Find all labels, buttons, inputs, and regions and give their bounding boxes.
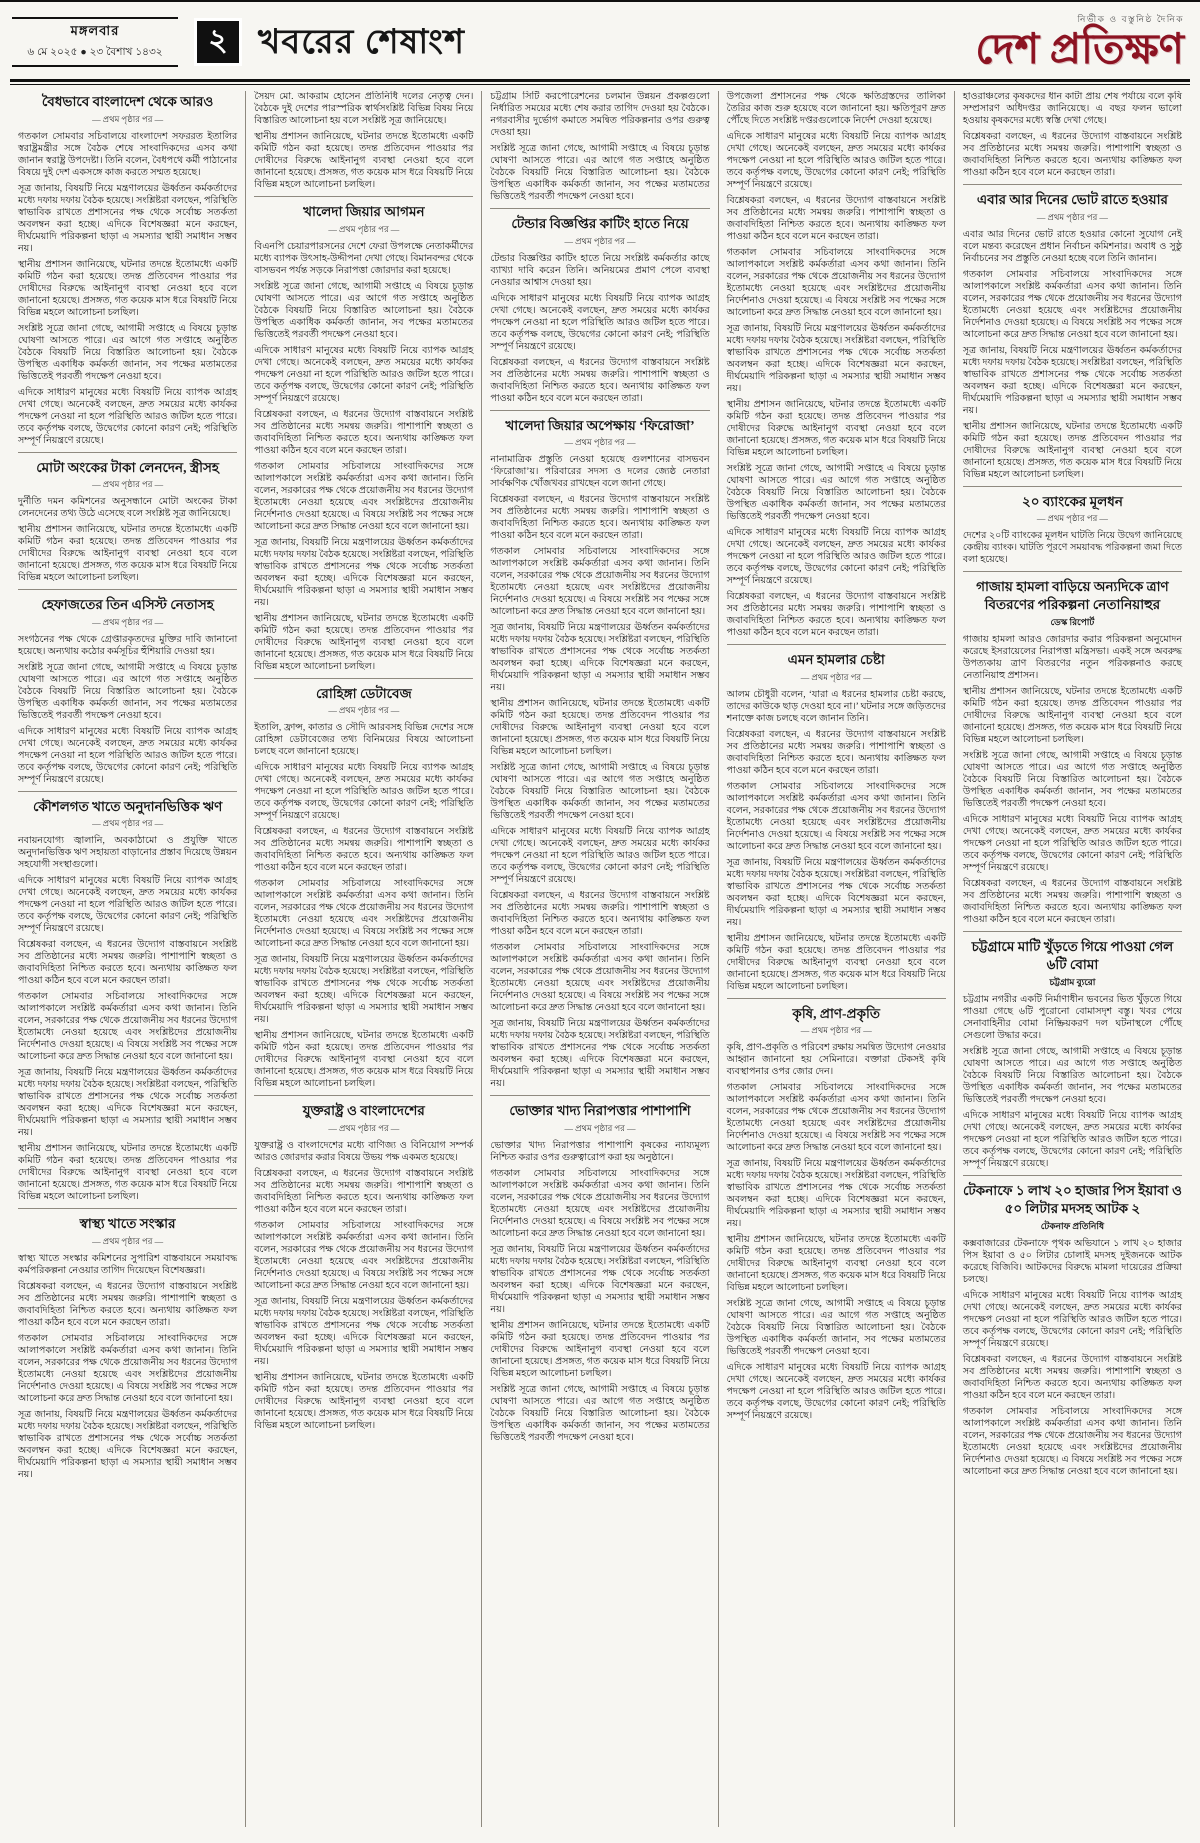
article <box>254 678 473 1091</box>
article-continued-label: — প্রথম পৃষ্ঠার পর — <box>490 436 709 450</box>
article-paragraph: আলম চৌধুরী বলেন, ‘যারা এ ধরনের হামলার চেষ্টা করছে, তাদের কাউকে ছাড় দেওয়া হবে না।’ ঘটনার সঙ্গে জড়িতদের শনাক্তে কাজ চলছে বলে জানান তিনি। <box>726 689 946 724</box>
article-paragraph: দুর্নীতি দমন কমিশনের অনুসন্ধানে মোটা অংকের টাকা লেনদেনের তথ্য উঠে এসেছে বলে সংশ্লিষ্ট সূত্র জানিয়েছে। <box>18 497 238 520</box>
article <box>18 93 237 447</box>
article-paragraph: সূত্র জানায়, বিষয়টি নিয়ে মন্ত্রণালয়ের ঊর্ধ্বতন কর্মকর্তাদের মধ্যে দফায় দফায় বৈঠক হয়েছে। সংশ্লিষ্টরা বলছেন, পরিস্থিতি স্বাভাবিক রাখতে প্রশাসনের পক্ষ থেকে সর্বোচ্চ সতর্কতা অবলম্বন করা হচ্ছে। এদিকে বিশেষজ্ঞরা মনে করছেন, দীর্ঘমেয়াদি পরিকল্পনা ছাড়া এ সমস্যার স্থায়ী সমাধান সম্ভব নয়। <box>18 1409 238 1480</box>
page-number-badge: ২ <box>194 18 242 66</box>
article-paragraph: ইতালি, ফ্রান্স, কাতার ও সৌদি আরবসহ বিভিন্ন দেশের সঙ্গে রোহিঙ্গা ডেটাবেজের তথ্য বিনিময়ের বিষয়ে আলোচনা চলছে বলে জানানো হয়েছে। <box>254 723 474 758</box>
article-title: এমন হামলার চেষ্টা <box>787 652 885 667</box>
article-paragraph: চট্টগ্রাম নগরীর একটি নির্মাণাধীন ভবনের ভিত খুঁড়তে গিয়ে পাওয়া গেছে ৬টি পুরোনো বোমাসদৃশ বস্তু। খবর পেয়ে সেনাবাহিনীর বোমা নিষ্ক্রিয়করণ দল ঘটনাস্থলে পৌঁছে সেগুলো উদ্ধার করে। <box>962 995 1183 1042</box>
page-date-box <box>12 17 178 67</box>
article-paragraph: সূত্র জানায়, বিষয়টি নিয়ে মন্ত্রণালয়ের ঊর্ধ্বতন কর্মকর্তাদের মধ্যে দফায় দফায় বৈঠক হয়েছে। সংশ্লিষ্টরা বলছেন, পরিস্থিতি স্বাভাবিক রাখতে প্রশাসনের পক্ষ থেকে সর্বোচ্চ সতর্কতা অবলম্বন করা হচ্ছে। এদিকে বিশেষজ্ঞরা মনে করছেন, দীর্ঘমেয়াদি পরিকল্পনা ছাড়া এ সমস্যার স্থায়ী সমাধান সম্ভব নয়। <box>962 345 1183 416</box>
article-continued-label: — প্রথম পৃষ্ঠার পর — <box>254 704 473 718</box>
page-header <box>10 8 1190 79</box>
article-paragraph: বিএনপি চেয়ারপারসনের দেশে ফেরা উপলক্ষে নেতাকর্মীদের মধ্যে ব্যাপক উৎসাহ-উদ্দীপনা দেখা গেছে। বিমানবন্দর থেকে বাসভবন পর্যন্ত সড়কে নিরাপত্তা জোরদার করা হয়েছে। <box>254 241 474 276</box>
article-byline: টেকনাফ প্রতিনিধি <box>1040 1221 1105 1232</box>
article <box>18 452 237 585</box>
article-continued-label: — প্রথম পৃষ্ঠার পর — <box>18 478 237 492</box>
date-label: ৬ মে ২০২৫ ● ২৩ বৈশাখ ১৪৩২ <box>27 45 163 58</box>
article-continued-label: — প্রথম পৃষ্ঠার পর — <box>490 235 709 249</box>
article-paragraph: এদিকে সাধারণ মানুষের মধ্যে বিষয়টি নিয়ে ব্যাপক আগ্রহ দেখা গেছে। অনেকেই বলছেন, দ্রুত সময়ের মধ্যে কার্যকর পদক্ষেপ নেওয়া না হলে পরিস্থিতি আরও জটিল হতে পারে। তবে কর্তৃপক্ষ বলছে, উদ্বেগের কোনো কারণ নেই; পরিস্থিতি সম্পূর্ণ নিয়ন্ত্রণে রয়েছে। <box>254 345 474 404</box>
article-paragraph: স্থানীয় প্রশাসন জানিয়েছে, ঘটনার তদন্তে ইতোমধ্যে একটি কমিটি গঠন করা হয়েছে। তদন্ত প্রতিবেদন পাওয়ার পর দোষীদের বিরুদ্ধে আইনানুগ ব্যবস্থা নেওয়া হবে বলে জানানো হয়েছে। প্রসঙ্গত, গত কয়েক মাস ধরে বিষয়টি নিয়ে বিভিন্ন মহলে আলোচনা চলছিল। <box>254 1372 474 1431</box>
article-title: ২০ ব্যাংকের মূলধন <box>1021 493 1123 509</box>
article <box>18 589 237 786</box>
article-paragraph: বিশ্লেষকরা বলছেন, এ ধরনের উদ্যোগ বাস্তবায়নে সংশ্লিষ্ট সব প্রতিষ্ঠানের মধ্যে সমন্বয় জরুরি। পাশাপাশি স্বচ্ছতা ও জবাবদিহিতা নিশ্চিত করতে হবে। অন্যথায় কাঙ্ক্ষিত ফল পাওয়া কঠিন হবে বলে মনে করছেন তারা। <box>726 196 946 242</box>
article-paragraph: উপজেলা প্রশাসনের পক্ষ থেকে ক্ষতিগ্রস্তদের তালিকা তৈরির কাজ শুরু হয়েছে বলে জানানো হয়। ক্ষতিপূরণ দ্রুত পৌঁছে দিতে সংশ্লিষ্ট দপ্তরগুলোকে নির্দেশ দেওয়া হয়েছে। <box>726 92 946 126</box>
article-continued-label: — প্রথম পৃষ্ঠার পর — <box>254 223 473 237</box>
article-paragraph: যুক্তরাষ্ট্র ও বাংলাদেশের মধ্যে বাণিজ্য ও বিনিয়োগ সম্পর্ক আরও জোরদার করার বিষয়ে উভয় পক্ষ একমত হয়েছে। <box>254 1140 474 1163</box>
article-paragraph: সংশ্লিষ্ট সূত্রে জানা গেছে, আগামী সপ্তাহে এ বিষয়ে চূড়ান্ত ঘোষণা আসতে পারে। এর আগে গত সপ্তাহে অনুষ্ঠিত বৈঠকে বিষয়টি নিয়ে বিস্তারিত আলোচনা হয়। বৈঠকে উপস্থিত একাধিক কর্মকর্তা জানান, সব পক্ষের মতামতের ভিত্তিতেই পরবর্তী পদক্ষেপ নেওয়া হবে। <box>490 144 710 202</box>
masthead <box>975 12 1188 71</box>
article-paragraph: গতকাল সোমবার সচিবালয়ে সাংবাদিকদের সঙ্গে আলাপকালে সংশ্লিষ্ট কর্মকর্তারা এসব কথা জানান। তিনি বলেন, সরকারের পক্ষ থেকে প্রয়োজনীয় সব ধরনের উদ্যোগ ইতোমধ্যে নেওয়া হয়েছে এবং সংশ্লিষ্টদের প্রয়োজনীয় নির্দেশনাও দেওয়া হয়েছে। এ বিষয়ে সংশ্লিষ্ট সব পক্ষের সঙ্গে আলোচনা করে দ্রুত সিদ্ধান্ত নেওয়া হবে বলে জানানো হয়। <box>962 1407 1183 1478</box>
article-paragraph: সূত্র জানায়, বিষয়টি নিয়ে মন্ত্রণালয়ের ঊর্ধ্বতন কর্মকর্তাদের মধ্যে দফায় দফায় বৈঠক হয়েছে। সংশ্লিষ্টরা বলছেন, পরিস্থিতি স্বাভাবিক রাখতে প্রশাসনের পক্ষ থেকে সর্বোচ্চ সতর্কতা অবলম্বন করা হচ্ছে। এদিকে বিশেষজ্ঞরা মনে করছেন, দীর্ঘমেয়াদি পরিকল্পনা ছাড়া এ সমস্যার স্থায়ী সমাধান সম্ভব নয়। <box>726 857 946 928</box>
article-paragraph: স্থানীয় প্রশাসন জানিয়েছে, ঘটনার তদন্তে ইতোমধ্যে একটি কমিটি গঠন করা হয়েছে। তদন্ত প্রতিবেদন পাওয়ার পর দোষীদের বিরুদ্ধে আইনানুগ ব্যবস্থা নেওয়া হবে বলে জানানো হয়েছে। প্রসঙ্গত, গত কয়েক মাস ধরে বিষয়টি নিয়ে বিভিন্ন মহলে আলোচনা চলছিল। <box>490 1320 710 1379</box>
article-paragraph: এদিকে সাধারণ মানুষের মধ্যে বিষয়টি নিয়ে ব্যাপক আগ্রহ দেখা গেছে। অনেকেই বলছেন, দ্রুত সময়ের মধ্যে কার্যকর পদক্ষেপ নেওয়া না হলে পরিস্থিতি আরও জটিল হতে পারে। তবে কর্তৃপক্ষ বলছে, উদ্বেগের কোনো কারণ নেই; পরিস্থিতি সম্পূর্ণ নিয়ন্ত্রণে রয়েছে। <box>726 1363 946 1422</box>
article-continued-label: — প্রথম পৃষ্ঠার পর — <box>963 211 1182 225</box>
article-paragraph: সংশ্লিষ্ট সূত্রে জানা গেছে, আগামী সপ্তাহে এ বিষয়ে চূড়ান্ত ঘোষণা আসতে পারে। এর আগে গত সপ্তাহে অনুষ্ঠিত বৈঠকে বিষয়টি নিয়ে বিস্তারিত আলোচনা হয়। বৈঠকে উপস্থিত একাধিক কর্মকর্তা জানান, সব পক্ষের মতামতের ভিত্তিতেই পরবর্তী পদক্ষেপ নেওয়া হবে। <box>726 464 946 522</box>
article-paragraph: সূত্র জানায়, বিষয়টি নিয়ে মন্ত্রণালয়ের ঊর্ধ্বতন কর্মকর্তাদের মধ্যে দফায় দফায় বৈঠক হয়েছে। সংশ্লিষ্টরা বলছেন, পরিস্থিতি স্বাভাবিক রাখতে প্রশাসনের পক্ষ থেকে সর্বোচ্চ সতর্কতা অবলম্বন করা হচ্ছে। এদিকে বিশেষজ্ঞরা মনে করছেন, দীর্ঘমেয়াদি পরিকল্পনা ছাড়া এ সমস্যার স্থায়ী সমাধান সম্ভব নয়। <box>490 623 710 694</box>
article-paragraph: সংশ্লিষ্ট সূত্রে জানা গেছে, আগামী সপ্তাহে এ বিষয়ে চূড়ান্ত ঘোষণা আসতে পারে। এর আগে গত সপ্তাহে অনুষ্ঠিত বৈঠকে বিষয়টি নিয়ে বিস্তারিত আলোচনা হয়। বৈঠকে উপস্থিত একাধিক কর্মকর্তা জানান, সব পক্ষের মতামতের ভিত্তিতেই পরবর্তী পদক্ষেপ নেওয়া হবে। <box>18 323 238 382</box>
article-paragraph: গতকাল সোমবার সচিবালয়ে সাংবাদিকদের সঙ্গে আলাপকালে সংশ্লিষ্ট কর্মকর্তারা এসব কথা জানান। তিনি বলেন, সরকারের পক্ষ থেকে প্রয়োজনীয় সব ধরনের উদ্যোগ ইতোমধ্যে নেওয়া হয়েছে এবং সংশ্লিষ্টদের প্রয়োজনীয় নির্দেশনাও দেওয়া হয়েছে। এ বিষয়ে সংশ্লিষ্ট সব পক্ষের সঙ্গে আলোচনা করে দ্রুত সিদ্ধান্ত নেওয়া হবে বলে জানানো হয়। <box>726 1083 946 1154</box>
article-paragraph: কৃষি, প্রাণ-প্রকৃতি ও পরিবেশ রক্ষায় সমন্বিত উদ্যোগ নেওয়ার আহ্বান জানানো হয় সেমিনারে। বক্তারা টেকসই কৃষি ব্যবস্থাপনার ওপর জোর দেন। <box>726 1043 946 1078</box>
article-paragraph: এদিকে সাধারণ মানুষের মধ্যে বিষয়টি নিয়ে ব্যাপক আগ্রহ দেখা গেছে। অনেকেই বলছেন, দ্রুত সময়ের মধ্যে কার্যকর পদক্ষেপ নেওয়া না হলে পরিস্থিতি আরও জটিল হতে পারে। তবে কর্তৃপক্ষ বলছে, উদ্বেগের কোনো কারণ নেই; পরিস্থিতি সম্পূর্ণ নিয়ন্ত্রণে রয়েছে। <box>962 815 1183 874</box>
article-continued-label: — প্রথম পৃষ্ঠার পর — <box>490 1122 709 1136</box>
page-section-title: খবরের শেষাংশ <box>258 22 466 61</box>
article-paragraph: স্থানীয় প্রশাসন জানিয়েছে, ঘটনার তদন্তে ইতোমধ্যে একটি কমিটি গঠন করা হয়েছে। তদন্ত প্রতিবেদন পাওয়ার পর দোষীদের বিরুদ্ধে আইনানুগ ব্যবস্থা নেওয়া হবে বলে জানানো হয়েছে। প্রসঙ্গত, গত কয়েক মাস ধরে বিষয়টি নিয়ে বিভিন্ন মহলে আলোচনা চলছিল। <box>490 699 710 758</box>
article-paragraph: সংশ্লিষ্ট সূত্রে জানা গেছে, আগামী সপ্তাহে এ বিষয়ে চূড়ান্ত ঘোষণা আসতে পারে। এর আগে গত সপ্তাহে অনুষ্ঠিত বৈঠকে বিষয়টি নিয়ে বিস্তারিত আলোচনা হয়। বৈঠকে উপস্থিত একাধিক কর্মকর্তা জানান, সব পক্ষের মতামতের ভিত্তিতেই পরবর্তী পদক্ষেপ নেওয়া হবে। <box>490 1384 710 1443</box>
masthead-tagline: নির্ভীক ও বস্তুনিষ্ঠ দৈনিক <box>1077 14 1184 24</box>
article-paragraph: সংশ্লিষ্ট সূত্রে জানা গেছে, আগামী সপ্তাহে এ বিষয়ে চূড়ান্ত ঘোষণা আসতে পারে। এর আগে গত সপ্তাহে অনুষ্ঠিত বৈঠকে বিষয়টি নিয়ে বিস্তারিত আলোচনা হয়। বৈঠকে উপস্থিত একাধিক কর্মকর্তা জানান, সব পক্ষের মতামতের ভিত্তিতেই পরবর্তী পদক্ষেপ নেওয়া হবে। <box>962 751 1183 810</box>
article-paragraph: এদিকে সাধারণ মানুষের মধ্যে বিষয়টি নিয়ে ব্যাপক আগ্রহ দেখা গেছে। অনেকেই বলছেন, দ্রুত সময়ের মধ্যে কার্যকর পদক্ষেপ নেওয়া না হলে পরিস্থিতি আরও জটিল হতে পারে। তবে কর্তৃপক্ষ বলছে, উদ্বেগের কোনো কারণ নেই; পরিস্থিতি সম্পূর্ণ নিয়ন্ত্রণে রয়েছে। <box>254 763 474 822</box>
article-paragraph: স্থানীয় প্রশাসন জানিয়েছে, ঘটনার তদন্তে ইতোমধ্যে একটি কমিটি গঠন করা হয়েছে। তদন্ত প্রতিবেদন পাওয়ার পর দোষীদের বিরুদ্ধে আইনানুগ ব্যবস্থা নেওয়া হবে বলে জানানো হয়েছে। প্রসঙ্গত, গত কয়েক মাস ধরে বিষয়টি নিয়ে বিভিন্ন মহলে আলোচনা চলছিল। <box>726 933 946 992</box>
article-paragraph: বিশ্লেষকরা বলছেন, এ ধরনের উদ্যোগ বাস্তবায়নে সংশ্লিষ্ট সব প্রতিষ্ঠানের মধ্যে সমন্বয় জরুরি। পাশাপাশি স্বচ্ছতা ও জবাবদিহিতা নিশ্চিত করতে হবে। অন্যথায় কাঙ্ক্ষিত ফল পাওয়া কঠিন হবে বলে মনে করছেন তারা। <box>962 879 1183 926</box>
article-paragraph: গতকাল সোমবার সচিবালয়ে সাংবাদিকদের সঙ্গে আলাপকালে সংশ্লিষ্ট কর্মকর্তারা এসব কথা জানান। তিনি বলেন, সরকারের পক্ষ থেকে প্রয়োজনীয় সব ধরনের উদ্যোগ ইতোমধ্যে নেওয়া হয়েছে এবং সংশ্লিষ্টদের প্রয়োজনীয় নির্দেশনাও দেওয়া হয়েছে। এ বিষয়ে সংশ্লিষ্ট সব পক্ষের সঙ্গে আলোচনা করে দ্রুত সিদ্ধান্ত নেওয়া হবে বলে জানানো হয়। <box>18 992 238 1063</box>
article-title: কৌশলগত খাতে অনুদানভিত্তিক ঋণ <box>32 798 223 814</box>
article-title: চট্টগ্রামে মাটি খুঁড়তে গিয়ে পাওয়া গেল ৬টি বোমা <box>971 939 1174 972</box>
article-title: হেফাজতের তিন এসিস্ট নেতাসহ <box>41 597 214 613</box>
article-paragraph: গতকাল সোমবার সচিবালয়ে সাংবাদিকদের সঙ্গে আলাপকালে সংশ্লিষ্ট কর্মকর্তারা এসব কথা জানান। তিনি বলেন, সরকারের পক্ষ থেকে প্রয়োজনীয় সব ধরনের উদ্যোগ ইতোমধ্যে নেওয়া হয়েছে এবং সংশ্লিষ্টদের প্রয়োজনীয় নির্দেশনাও দেওয়া হয়েছে। এ বিষয়ে সংশ্লিষ্ট সব পক্ষের সঙ্গে আলোচনা করে দ্রুত সিদ্ধান্ত নেওয়া হবে বলে জানানো হয়। <box>490 943 710 1014</box>
article-title: বৈধভাবে বাংলাদেশ থেকে আরও <box>41 94 214 109</box>
article-continued-label: — প্রথম পৃষ্ঠার পর — <box>727 671 946 685</box>
article-paragraph: বিশ্লেষকরা বলছেন, এ ধরনের উদ্যোগ বাস্তবায়নে সংশ্লিষ্ট সব প্রতিষ্ঠানের মধ্যে সমন্বয় জরুরি। পাশাপাশি স্বচ্ছতা ও জবাবদিহিতা নিশ্চিত করতে হবে। অন্যথায় কাঙ্ক্ষিত ফল পাওয়া কঠিন হবে বলে মনে করছেন তারা। <box>490 495 710 542</box>
article-paragraph: সংশ্লিষ্ট সূত্রে জানা গেছে, আগামী সপ্তাহে এ বিষয়ে চূড়ান্ত ঘোষণা আসতে পারে। এর আগে গত সপ্তাহে অনুষ্ঠিত বৈঠকে বিষয়টি নিয়ে বিস্তারিত আলোচনা হয়। বৈঠকে উপস্থিত একাধিক কর্মকর্তা জানান, সব পক্ষের মতামতের ভিত্তিতেই পরবর্তী পদক্ষেপ নেওয়া হবে। <box>962 1047 1183 1106</box>
header-rule <box>10 79 1190 82</box>
article-paragraph: গতকাল সোমবার সচিবালয়ে সাংবাদিকদের সঙ্গে আলাপকালে সংশ্লিষ্ট কর্মকর্তারা এসব কথা জানান। তিনি বলেন, সরকারের পক্ষ থেকে প্রয়োজনীয় সব ধরনের উদ্যোগ ইতোমধ্যে নেওয়া হয়েছে এবং সংশ্লিষ্টদের প্রয়োজনীয় নির্দেশনাও দেওয়া হয়েছে। এ বিষয়ে সংশ্লিষ্ট সব পক্ষের সঙ্গে আলোচনা করে দ্রুত সিদ্ধান্ত নেওয়া হবে বলে জানানো হয়। <box>254 1220 474 1291</box>
article-title: স্বাস্থ্য খাতে সংস্কার <box>79 1216 176 1232</box>
article-paragraph: নবায়নযোগ্য জ্বালানি, অবকাঠামো ও প্রযুক্তি খাতে অনুদানভিত্তিক ঋণ সহায়তা বাড়ানোর প্রস্তাব দিয়েছে উন্নয়ন সহযোগী সংস্থাগুলো। <box>18 836 238 871</box>
article-paragraph: গতকাল সোমবার সচিবালয়ে সাংবাদিকদের সঙ্গে আলাপকালে সংশ্লিষ্ট কর্মকর্তারা এসব কথা জানান। তিনি বলেন, সরকারের পক্ষ থেকে প্রয়োজনীয় সব ধরনের উদ্যোগ ইতোমধ্যে নেওয়া হয়েছে এবং সংশ্লিষ্টদের প্রয়োজনীয় নির্দেশনাও দেওয়া হয়েছে। এ বিষয়ে সংশ্লিষ্ট সব পক্ষের সঙ্গে আলোচনা করে দ্রুত সিদ্ধান্ত নেওয়া হবে বলে জানানো হয়। <box>962 269 1183 340</box>
article-paragraph: সূত্র জানায়, বিষয়টি নিয়ে মন্ত্রণালয়ের ঊর্ধ্বতন কর্মকর্তাদের মধ্যে দফায় দফায় বৈঠক হয়েছে। সংশ্লিষ্টরা বলছেন, পরিস্থিতি স্বাভাবিক রাখতে প্রশাসনের পক্ষ থেকে সর্বোচ্চ সতর্কতা অবলম্বন করা হচ্ছে। এদিকে বিশেষজ্ঞরা মনে করছেন, দীর্ঘমেয়াদি পরিকল্পনা ছাড়া এ সমস্যার স্থায়ী সমাধান সম্ভব নয়। <box>490 1019 710 1090</box>
article-byline: চট্টগ্রাম ব্যুরো <box>1049 977 1096 988</box>
article-paragraph: স্থানীয় প্রশাসন জানিয়েছে, ঘটনার তদন্তে ইতোমধ্যে একটি কমিটি গঠন করা হয়েছে। তদন্ত প্রতিবেদন পাওয়ার পর দোষীদের বিরুদ্ধে আইনানুগ ব্যবস্থা নেওয়া হবে বলে জানানো হয়েছে। প্রসঙ্গত, গত কয়েক মাস ধরে বিষয়টি নিয়ে বিভিন্ন মহলে আলোচনা চলছিল। <box>254 613 474 672</box>
article <box>18 791 237 1204</box>
article-paragraph: কক্সবাজারের টেকনাফে পৃথক অভিযানে ১ লাখ ২০ হাজার পিস ইয়াবা ও ৫০ লিটার চোলাই মদসহ দুইজনকে আটক করেছে বিজিবি। আটকদের বিরুদ্ধে মামলা দায়েরের প্রক্রিয়া চলছে। <box>962 1239 1183 1286</box>
article-paragraph: এদিকে সাধারণ মানুষের মধ্যে বিষয়টি নিয়ে ব্যাপক আগ্রহ দেখা গেছে। অনেকেই বলছেন, দ্রুত সময়ের মধ্যে কার্যকর পদক্ষেপ নেওয়া না হলে পরিস্থিতি আরও জটিল হতে পারে। তবে কর্তৃপক্ষ বলছে, উদ্বেগের কোনো কারণ নেই; পরিস্থিতি সম্পূর্ণ নিয়ন্ত্রণে রয়েছে। <box>490 293 710 352</box>
article-paragraph: এদিকে সাধারণ মানুষের মধ্যে বিষয়টি নিয়ে ব্যাপক আগ্রহ দেখা গেছে। অনেকেই বলছেন, দ্রুত সময়ের মধ্যে কার্যকর পদক্ষেপ নেওয়া না হলে পরিস্থিতি আরও জটিল হতে পারে। তবে কর্তৃপক্ষ বলছে, উদ্বেগের কোনো কারণ নেই; পরিস্থিতি সম্পূর্ণ নিয়ন্ত্রণে রয়েছে। <box>962 1111 1183 1170</box>
article-paragraph: সূত্র জানায়, বিষয়টি নিয়ে মন্ত্রণালয়ের ঊর্ধ্বতন কর্মকর্তাদের মধ্যে দফায় দফায় বৈঠক হয়েছে। সংশ্লিষ্টরা বলছেন, পরিস্থিতি স্বাভাবিক রাখতে প্রশাসনের পক্ষ থেকে সর্বোচ্চ সতর্কতা অবলম্বন করা হচ্ছে। এদিকে বিশেষজ্ঞরা মনে করছেন, দীর্ঘমেয়াদি পরিকল্পনা ছাড়া এ সমস্যার স্থায়ী সমাধান সম্ভব নয়। <box>726 1159 946 1230</box>
article-paragraph: সংশ্লিষ্ট সূত্রে জানা গেছে, আগামী সপ্তাহে এ বিষয়ে চূড়ান্ত ঘোষণা আসতে পারে। এর আগে গত সপ্তাহে অনুষ্ঠিত বৈঠকে বিষয়টি নিয়ে বিস্তারিত আলোচনা হয়। বৈঠকে উপস্থিত একাধিক কর্মকর্তা জানান, সব পক্ষের মতামতের ভিত্তিতেই পরবর্তী পদক্ষেপ নেওয়া হবে। <box>254 281 474 340</box>
article <box>254 91 473 191</box>
article-title: খালেদা জিয়ার আগমন <box>303 204 425 219</box>
news-column <box>245 91 481 1827</box>
news-column <box>718 91 954 1827</box>
article-paragraph: ভোক্তার খাদ্য নিরাপত্তার পাশাপাশি কৃষকের ন্যায্যমূল্য নিশ্চিত করার ওপর গুরুত্বারোপ করা হয় অনুষ্ঠানে। <box>490 1140 710 1163</box>
article-paragraph: বিশ্লেষকরা বলছেন, এ ধরনের উদ্যোগ বাস্তবায়নে সংশ্লিষ্ট সব প্রতিষ্ঠানের মধ্যে সমন্বয় জরুরি। পাশাপাশি স্বচ্ছতা ও জবাবদিহিতা নিশ্চিত করতে হবে। অন্যথায় কাঙ্ক্ষিত ফল পাওয়া কঠিন হবে বলে মনে করছেন তারা। <box>254 827 474 874</box>
article-paragraph: স্থানীয় প্রশাসন জানিয়েছে, ঘটনার তদন্তে ইতোমধ্যে একটি কমিটি গঠন করা হয়েছে। তদন্ত প্রতিবেদন পাওয়ার পর দোষীদের বিরুদ্ধে আইনানুগ ব্যবস্থা নেওয়া হবে বলে জানানো হয়েছে। প্রসঙ্গত, গত কয়েক মাস ধরে বিষয়টি নিয়ে বিভিন্ন মহলে আলোচনা চলছিল। <box>18 259 238 318</box>
article-paragraph: স্থানীয় প্রশাসন জানিয়েছে, ঘটনার তদন্তে ইতোমধ্যে একটি কমিটি গঠন করা হয়েছে। তদন্ত প্রতিবেদন পাওয়ার পর দোষীদের বিরুদ্ধে আইনানুগ ব্যবস্থা নেওয়া হবে বলে জানানো হয়েছে। প্রসঙ্গত, গত কয়েক মাস ধরে বিষয়টি নিয়ে বিভিন্ন মহলে আলোচনা চলছিল। <box>962 687 1183 746</box>
article-paragraph: নানামাত্রিক প্রস্তুতি নেওয়া হয়েছে গুলশানের বাসভবন ‘ফিরোজা’য়। পরিবারের সদস্য ও দলের জ্যেষ্ঠ নেতারা সার্বক্ষণিক খোঁজখবর রাখছেন বলে জানা গেছে। <box>490 455 710 490</box>
article-paragraph: গতকাল সোমবার সচিবালয়ে সাংবাদিকদের সঙ্গে আলাপকালে সংশ্লিষ্ট কর্মকর্তারা এসব কথা জানান। তিনি বলেন, সরকারের পক্ষ থেকে প্রয়োজনীয় সব ধরনের উদ্যোগ ইতোমধ্যে নেওয়া হয়েছে এবং সংশ্লিষ্টদের প্রয়োজনীয় নির্দেশনাও দেওয়া হয়েছে। এ বিষয়ে সংশ্লিষ্ট সব পক্ষের সঙ্গে আলোচনা করে দ্রুত সিদ্ধান্ত নেওয়া হবে বলে জানানো হয়। <box>18 1333 238 1404</box>
article-continued-label: — প্রথম পৃষ্ঠার পর — <box>18 616 237 630</box>
article-paragraph: বিশ্লেষকরা বলছেন, এ ধরনের উদ্যোগ বাস্তবায়নে সংশ্লিষ্ট সব প্রতিষ্ঠানের মধ্যে সমন্বয় জরুরি। পাশাপাশি স্বচ্ছতা ও জবাবদিহিতা নিশ্চিত করতে হবে। অন্যথায় কাঙ্ক্ষিত ফল পাওয়া কঠিন হবে বলে মনে করছেন তারা। <box>254 409 474 456</box>
article <box>490 91 709 203</box>
article <box>963 1175 1182 1478</box>
article-paragraph: সূত্র জানায়, বিষয়টি নিয়ে মন্ত্রণালয়ের ঊর্ধ্বতন কর্মকর্তাদের মধ্যে দফায় দফায় বৈঠক হয়েছে। সংশ্লিষ্টরা বলছেন, পরিস্থিতি স্বাভাবিক রাখতে প্রশাসনের পক্ষ থেকে সর্বোচ্চ সতর্কতা অবলম্বন করা হচ্ছে। এদিকে বিশেষজ্ঞরা মনে করছেন, দীর্ঘমেয়াদি পরিকল্পনা ছাড়া এ সমস্যার স্থায়ী সমাধান সম্ভব নয়। <box>490 1244 710 1315</box>
article-paragraph: স্বাস্থ্য খাতে সংস্কার কমিশনের সুপারিশ বাস্তবায়নে সময়াবদ্ধ কর্মপরিকল্পনা নেওয়ার তাগিদ দিয়েছেন বিশেষজ্ঞরা। <box>18 1253 238 1276</box>
article-paragraph: সূত্র জানায়, বিষয়টি নিয়ে মন্ত্রণালয়ের ঊর্ধ্বতন কর্মকর্তাদের মধ্যে দফায় দফায় বৈঠক হয়েছে। সংশ্লিষ্টরা বলছেন, পরিস্থিতি স্বাভাবিক রাখতে প্রশাসনের পক্ষ থেকে সর্বোচ্চ সতর্কতা অবলম্বন করা হচ্ছে। এদিকে বিশেষজ্ঞরা মনে করছেন, দীর্ঘমেয়াদি পরিকল্পনা ছাড়া এ সমস্যার স্থায়ী সমাধান সম্ভব নয়। <box>254 537 474 608</box>
weekday-label: মঙ্গলবার <box>70 22 120 38</box>
article <box>727 91 946 639</box>
article-title: রোহিঙ্গা ডেটাবেজ <box>315 685 412 701</box>
article-paragraph: সংগঠনের পক্ষ থেকে গ্রেপ্তারকৃতদের মুক্তির দাবি জানানো হয়েছে। অন্যথায় কঠোর কর্মসূচির হুঁশিয়ারি দেওয়া হয়। <box>18 634 238 657</box>
article-paragraph: বিশ্লেষকরা বলছেন, এ ধরনের উদ্যোগ বাস্তবায়নে সংশ্লিষ্ট সব প্রতিষ্ঠানের মধ্যে সমন্বয় জরুরি। পাশাপাশি স্বচ্ছতা ও জবাবদিহিতা নিশ্চিত করতে হবে। অন্যথায় কাঙ্ক্ষিত ফল পাওয়া কঠিন হবে বলে মনে করছেন তারা। <box>18 940 238 987</box>
article-paragraph: দেশের ২০টি ব্যাংকের মূলধন ঘাটতি নিয়ে উদ্বেগ জানিয়েছে কেন্দ্রীয় ব্যাংক। ঘাটতি পূরণে সময়াবদ্ধ পরিকল্পনা জমা দিতে বলা হয়েছে। <box>962 531 1183 566</box>
masthead-title: দেশ প্রতিক্ষণ <box>975 27 1184 73</box>
article-title: মোটা অংকের টাকা লেনদেন, স্ত্রীসহ <box>36 459 219 475</box>
article-paragraph: বিশ্লেষকরা বলছেন, এ ধরনের উদ্যোগ বাস্তবায়নে সংশ্লিষ্ট সব প্রতিষ্ঠানের মধ্যে সমন্বয় জরুরি। পাশাপাশি স্বচ্ছতা ও জবাবদিহিতা নিশ্চিত করতে হবে। অন্যথায় কাঙ্ক্ষিত ফল পাওয়া কঠিন হবে বলে মনে করছেন তারা। <box>726 592 946 638</box>
article-paragraph: বিশ্লেষকরা বলছেন, এ ধরনের উদ্যোগ বাস্তবায়নে সংশ্লিষ্ট সব প্রতিষ্ঠানের মধ্যে সমন্বয় জরুরি। পাশাপাশি স্বচ্ছতা ও জবাবদিহিতা নিশ্চিত করতে হবে। অন্যথায় কাঙ্ক্ষিত ফল পাওয়া কঠিন হবে বলে মনে করছেন তারা। <box>962 1355 1183 1402</box>
article-paragraph: স্থানীয় প্রশাসন জানিয়েছে, ঘটনার তদন্তে ইতোমধ্যে একটি কমিটি গঠন করা হয়েছে। তদন্ত প্রতিবেদন পাওয়ার পর দোষীদের বিরুদ্ধে আইনানুগ ব্যবস্থা নেওয়া হবে বলে জানানো হয়েছে। প্রসঙ্গত, গত কয়েক মাস ধরে বিষয়টি নিয়ে বিভিন্ন মহলে আলোচনা চলছিল। <box>962 421 1183 480</box>
article-paragraph: গতকাল সোমবার সচিবালয়ে সাংবাদিকদের সঙ্গে আলাপকালে সংশ্লিষ্ট কর্মকর্তারা এসব কথা জানান। তিনি বলেন, সরকারের পক্ষ থেকে প্রয়োজনীয় সব ধরনের উদ্যোগ ইতোমধ্যে নেওয়া হয়েছে এবং সংশ্লিষ্টদের প্রয়োজনীয় নির্দেশনাও দেওয়া হয়েছে। এ বিষয়ে সংশ্লিষ্ট সব পক্ষের সঙ্গে আলোচনা করে দ্রুত সিদ্ধান্ত নেওয়া হবে বলে জানানো হয়। <box>726 248 946 318</box>
article-title: টেন্ডার বিজ্ঞপ্তির কাটিং হাতে নিয়ে <box>511 216 689 231</box>
article-paragraph: বিশ্লেষকরা বলছেন, এ ধরনের উদ্যোগ বাস্তবায়নে সংশ্লিষ্ট সব প্রতিষ্ঠানের মধ্যে সমন্বয় জরুরি। পাশাপাশি স্বচ্ছতা ও জবাবদিহিতা নিশ্চিত করতে হবে। অন্যথায় কাঙ্ক্ষিত ফল পাওয়া কঠিন হবে বলে মনে করছেন তারা। <box>18 1281 238 1328</box>
article-paragraph: সংশ্লিষ্ট সূত্রে জানা গেছে, আগামী সপ্তাহে এ বিষয়ে চূড়ান্ত ঘোষণা আসতে পারে। এর আগে গত সপ্তাহে অনুষ্ঠিত বৈঠকে বিষয়টি নিয়ে বিস্তারিত আলোচনা হয়। বৈঠকে উপস্থিত একাধিক কর্মকর্তা জানান, সব পক্ষের মতামতের ভিত্তিতেই পরবর্তী পদক্ষেপ নেওয়া হবে। <box>18 662 238 721</box>
article <box>18 1208 237 1481</box>
article-paragraph: এদিকে সাধারণ মানুষের মধ্যে বিষয়টি নিয়ে ব্যাপক আগ্রহ দেখা গেছে। অনেকেই বলছেন, দ্রুত সময়ের মধ্যে কার্যকর পদক্ষেপ নেওয়া না হলে পরিস্থিতি আরও জটিল হতে পারে। তবে কর্তৃপক্ষ বলছে, উদ্বেগের কোনো কারণ নেই; পরিস্থিতি সম্পূর্ণ নিয়ন্ত্রণে রয়েছে। <box>18 726 238 785</box>
article <box>490 410 709 1091</box>
article-paragraph: বিশ্লেষকরা বলছেন, এ ধরনের উদ্যোগ বাস্তবায়নে সংশ্লিষ্ট সব প্রতিষ্ঠানের মধ্যে সমন্বয় জরুরি। পাশাপাশি স্বচ্ছতা ও জবাবদিহিতা নিশ্চিত করতে হবে। অন্যথায় কাঙ্ক্ষিত ফল পাওয়া কঠিন হবে বলে মনে করছেন তারা। <box>726 729 946 776</box>
article-continued-label: — প্রথম পৃষ্ঠার পর — <box>18 113 237 127</box>
article-paragraph: গতকাল সোমবার সচিবালয়ে সাংবাদিকদের সঙ্গে আলাপকালে সংশ্লিষ্ট কর্মকর্তারা এসব কথা জানান। তিনি বলেন, সরকারের পক্ষ থেকে প্রয়োজনীয় সব ধরনের উদ্যোগ ইতোমধ্যে নেওয়া হয়েছে এবং সংশ্লিষ্টদের প্রয়োজনীয় নির্দেশনাও দেওয়া হয়েছে। এ বিষয়ে সংশ্লিষ্ট সব পক্ষের সঙ্গে আলোচনা করে দ্রুত সিদ্ধান্ত নেওয়া হবে বলে জানানো হয়। <box>726 781 946 852</box>
article <box>490 1095 709 1444</box>
article-continued-label: — প্রথম পৃষ্ঠার পর — <box>18 817 237 831</box>
news-column <box>954 91 1190 1827</box>
article <box>963 91 1182 179</box>
article-paragraph: এবার আর দিনের ভোট রাতে হওয়ার কোনো সুযোগ নেই বলে মন্তব্য করেছেন প্রধান নির্বাচন কমিশনার। অবাধ ও সুষ্ঠু নির্বাচনের সব প্রস্তুতি নেওয়া হচ্ছে বলে তিনি জানান। <box>962 229 1183 264</box>
article-paragraph: সূত্র জানায়, বিষয়টি নিয়ে মন্ত্রণালয়ের ঊর্ধ্বতন কর্মকর্তাদের মধ্যে দফায় দফায় বৈঠক হয়েছে। সংশ্লিষ্টরা বলছেন, পরিস্থিতি স্বাভাবিক রাখতে প্রশাসনের পক্ষ থেকে সর্বোচ্চ সতর্কতা অবলম্বন করা হচ্ছে। এদিকে বিশেষজ্ঞরা মনে করছেন, দীর্ঘমেয়াদি পরিকল্পনা ছাড়া এ সমস্যার স্থায়ী সমাধান সম্ভব নয়। <box>18 183 238 254</box>
article-title: এবার আর দিনের ভোট রাতে হওয়ার <box>976 192 1168 207</box>
news-columns <box>10 91 1190 1827</box>
article-paragraph: স্থানীয় প্রশাসন জানিয়েছে, ঘটনার তদন্তে ইতোমধ্যে একটি কমিটি গঠন করা হয়েছে। তদন্ত প্রতিবেদন পাওয়ার পর দোষীদের বিরুদ্ধে আইনানুগ ব্যবস্থা নেওয়া হবে বলে জানানো হয়েছে। প্রসঙ্গত, গত কয়েক মাস ধরে বিষয়টি নিয়ে বিভিন্ন মহলে আলোচনা চলছিল। <box>254 132 474 190</box>
article <box>963 931 1182 1170</box>
article-title: গাজায় হামলা বাড়িয়ে অন্যদিকে ত্রাণ বিতরণের পরিকল্পনা নেতানিয়াহুর <box>976 579 1169 612</box>
news-column <box>481 91 717 1827</box>
article-paragraph: এদিকে সাধারণ মানুষের মধ্যে বিষয়টি নিয়ে ব্যাপক আগ্রহ দেখা গেছে। অনেকেই বলছেন, দ্রুত সময়ের মধ্যে কার্যকর পদক্ষেপ নেওয়া না হলে পরিস্থিতি আরও জটিল হতে পারে। তবে কর্তৃপক্ষ বলছে, উদ্বেগের কোনো কারণ নেই; পরিস্থিতি সম্পূর্ণ নিয়ন্ত্রণে রয়েছে। <box>18 876 238 935</box>
article-paragraph: বিশ্লেষকরা বলছেন, এ ধরনের উদ্যোগ বাস্তবায়নে সংশ্লিষ্ট সব প্রতিষ্ঠানের মধ্যে সমন্বয় জরুরি। পাশাপাশি স্বচ্ছতা ও জবাবদিহিতা নিশ্চিত করতে হবে। অন্যথায় কাঙ্ক্ষিত ফল পাওয়া কঠিন হবে বলে মনে করছেন তারা। <box>962 132 1183 178</box>
article-paragraph: স্থানীয় প্রশাসন জানিয়েছে, ঘটনার তদন্তে ইতোমধ্যে একটি কমিটি গঠন করা হয়েছে। তদন্ত প্রতিবেদন পাওয়ার পর দোষীদের বিরুদ্ধে আইনানুগ ব্যবস্থা নেওয়া হবে বলে জানানো হয়েছে। প্রসঙ্গত, গত কয়েক মাস ধরে বিষয়টি নিয়ে বিভিন্ন মহলে আলোচনা চলছিল। <box>18 1144 238 1203</box>
article-paragraph: গতকাল সোমবার সচিবালয়ে সাংবাদিকদের সঙ্গে আলাপকালে সংশ্লিষ্ট কর্মকর্তারা এসব কথা জানান। তিনি বলেন, সরকারের পক্ষ থেকে প্রয়োজনীয় সব ধরনের উদ্যোগ ইতোমধ্যে নেওয়া হয়েছে এবং সংশ্লিষ্টদের প্রয়োজনীয় নির্দেশনাও দেওয়া হয়েছে। এ বিষয়ে সংশ্লিষ্ট সব পক্ষের সঙ্গে আলোচনা করে দ্রুত সিদ্ধান্ত নেওয়া হবে বলে জানানো হয়। <box>254 461 474 532</box>
article-paragraph: এদিকে সাধারণ মানুষের মধ্যে বিষয়টি নিয়ে ব্যাপক আগ্রহ দেখা গেছে। অনেকেই বলছেন, দ্রুত সময়ের মধ্যে কার্যকর পদক্ষেপ নেওয়া না হলে পরিস্থিতি আরও জটিল হতে পারে। তবে কর্তৃপক্ষ বলছে, উদ্বেগের কোনো কারণ নেই; পরিস্থিতি সম্পূর্ণ নিয়ন্ত্রণে রয়েছে। <box>726 528 946 586</box>
article-continued-label: — প্রথম পৃষ্ঠার পর — <box>727 1024 946 1038</box>
news-column <box>10 91 245 1827</box>
article-paragraph: চট্টগ্রাম সিটি করপোরেশনের চলমান উন্নয়ন প্রকল্পগুলো নির্ধারিত সময়ের মধ্যে শেষ করার তাগিদ দেওয়া হয় বৈঠকে। নগরবাসীর দুর্ভোগ কমাতে সমন্বিত পরিকল্পনার ওপর গুরুত্ব দেওয়া হয়। <box>490 92 710 138</box>
article <box>963 184 1182 481</box>
article-paragraph: সৈয়দ মো. আকরাম হোসেন প্রতিনিধি দলের নেতৃত্ব দেন। বৈঠকে দুই দেশের পারস্পরিক স্বার্থসংশ্লিষ্ট বিভিন্ন বিষয় নিয়ে বিস্তারিত আলোচনা হয় বলে সংশ্লিষ্ট সূত্র জানিয়েছে। <box>254 92 474 126</box>
article <box>727 644 946 993</box>
article-paragraph: বিশ্লেষকরা বলছেন, এ ধরনের উদ্যোগ বাস্তবায়নে সংশ্লিষ্ট সব প্রতিষ্ঠানের মধ্যে সমন্বয় জরুরি। পাশাপাশি স্বচ্ছতা ও জবাবদিহিতা নিশ্চিত করতে হবে। অন্যথায় কাঙ্ক্ষিত ফল পাওয়া কঠিন হবে বলে মনে করছেন তারা। <box>490 357 710 404</box>
article-title: যুক্তরাষ্ট্র ও বাংলাদেশের <box>302 1103 425 1119</box>
article-continued-label: — প্রথম পৃষ্ঠার পর — <box>18 1235 237 1249</box>
article-paragraph: সূত্র জানায়, বিষয়টি নিয়ে মন্ত্রণালয়ের ঊর্ধ্বতন কর্মকর্তাদের মধ্যে দফায় দফায় বৈঠক হয়েছে। সংশ্লিষ্টরা বলছেন, পরিস্থিতি স্বাভাবিক রাখতে প্রশাসনের পক্ষ থেকে সর্বোচ্চ সতর্কতা অবলম্বন করা হচ্ছে। এদিকে বিশেষজ্ঞরা মনে করছেন, দীর্ঘমেয়াদি পরিকল্পনা ছাড়া এ সমস্যার স্থায়ী সমাধান সম্ভব নয়। <box>254 955 474 1026</box>
article-title: কৃষি, প্রাণ-প্রকৃতি <box>792 1005 881 1021</box>
article-paragraph: হাওরাঞ্চলের কৃষকদের ধান কাটা প্রায় শেষ পর্যায়ে বলে কৃষি সম্প্রসারণ অধিদপ্তর জানিয়েছে। এ বছর ফলন ভালো হওয়ায় কৃষকদের মধ্যে স্বস্তি দেখা গেছে। <box>962 92 1183 126</box>
article-paragraph: সূত্র জানায়, বিষয়টি নিয়ে মন্ত্রণালয়ের ঊর্ধ্বতন কর্মকর্তাদের মধ্যে দফায় দফায় বৈঠক হয়েছে। সংশ্লিষ্টরা বলছেন, পরিস্থিতি স্বাভাবিক রাখতে প্রশাসনের পক্ষ থেকে সর্বোচ্চ সতর্কতা অবলম্বন করা হচ্ছে। এদিকে বিশেষজ্ঞরা মনে করছেন, দীর্ঘমেয়াদি পরিকল্পনা ছাড়া এ সমস্যার স্থায়ী সমাধান সম্ভব নয়। <box>726 324 946 394</box>
article-paragraph: স্থানীয় প্রশাসন জানিয়েছে, ঘটনার তদন্তে ইতোমধ্যে একটি কমিটি গঠন করা হয়েছে। তদন্ত প্রতিবেদন পাওয়ার পর দোষীদের বিরুদ্ধে আইনানুগ ব্যবস্থা নেওয়া হবে বলে জানানো হয়েছে। প্রসঙ্গত, গত কয়েক মাস ধরে বিষয়টি নিয়ে বিভিন্ন মহলে আলোচনা চলছিল। <box>726 400 946 458</box>
header-rule-thin <box>10 84 1190 85</box>
article-continued-label: — প্রথম পৃষ্ঠার পর — <box>254 1122 473 1136</box>
article-byline: ডেস্ক রিপোর্ট <box>1050 617 1095 628</box>
article-paragraph: স্থানীয় প্রশাসন জানিয়েছে, ঘটনার তদন্তে ইতোমধ্যে একটি কমিটি গঠন করা হয়েছে। তদন্ত প্রতিবেদন পাওয়ার পর দোষীদের বিরুদ্ধে আইনানুগ ব্যবস্থা নেওয়া হবে বলে জানানো হয়েছে। প্রসঙ্গত, গত কয়েক মাস ধরে বিষয়টি নিয়ে বিভিন্ন মহলে আলোচনা চলছিল। <box>726 1235 946 1294</box>
article-paragraph: সংশ্লিষ্ট সূত্রে জানা গেছে, আগামী সপ্তাহে এ বিষয়ে চূড়ান্ত ঘোষণা আসতে পারে। এর আগে গত সপ্তাহে অনুষ্ঠিত বৈঠকে বিষয়টি নিয়ে বিস্তারিত আলোচনা হয়। বৈঠকে উপস্থিত একাধিক কর্মকর্তা জানান, সব পক্ষের মতামতের ভিত্তিতেই পরবর্তী পদক্ষেপ নেওয়া হবে। <box>726 1299 946 1358</box>
article-paragraph: এদিকে সাধারণ মানুষের মধ্যে বিষয়টি নিয়ে ব্যাপক আগ্রহ দেখা গেছে। অনেকেই বলছেন, দ্রুত সময়ের মধ্যে কার্যকর পদক্ষেপ নেওয়া না হলে পরিস্থিতি আরও জটিল হতে পারে। তবে কর্তৃপক্ষ বলছে, উদ্বেগের কোনো কারণ নেই; পরিস্থিতি সম্পূর্ণ নিয়ন্ত্রণে রয়েছে। <box>726 132 946 190</box>
article <box>254 1095 473 1432</box>
article <box>963 571 1182 926</box>
article-paragraph: গতকাল সোমবার সচিবালয়ে সাংবাদিকদের সঙ্গে আলাপকালে সংশ্লিষ্ট কর্মকর্তারা এসব কথা জানান। তিনি বলেন, সরকারের পক্ষ থেকে প্রয়োজনীয় সব ধরনের উদ্যোগ ইতোমধ্যে নেওয়া হয়েছে এবং সংশ্লিষ্টদের প্রয়োজনীয় নির্দেশনাও দেওয়া হয়েছে। এ বিষয়ে সংশ্লিষ্ট সব পক্ষের সঙ্গে আলোচনা করে দ্রুত সিদ্ধান্ত নেওয়া হবে বলে জানানো হয়। <box>490 547 710 618</box>
article-paragraph: সূত্র জানায়, বিষয়টি নিয়ে মন্ত্রণালয়ের ঊর্ধ্বতন কর্মকর্তাদের মধ্যে দফায় দফায় বৈঠক হয়েছে। সংশ্লিষ্টরা বলছেন, পরিস্থিতি স্বাভাবিক রাখতে প্রশাসনের পক্ষ থেকে সর্বোচ্চ সতর্কতা অবলম্বন করা হচ্ছে। এদিকে বিশেষজ্ঞরা মনে করছেন, দীর্ঘমেয়াদি পরিকল্পনা ছাড়া এ সমস্যার স্থায়ী সমাধান সম্ভব নয়। <box>18 1068 238 1139</box>
article-paragraph: স্থানীয় প্রশাসন জানিয়েছে, ঘটনার তদন্তে ইতোমধ্যে একটি কমিটি গঠন করা হয়েছে। তদন্ত প্রতিবেদন পাওয়ার পর দোষীদের বিরুদ্ধে আইনানুগ ব্যবস্থা নেওয়া হবে বলে জানানো হয়েছে। প্রসঙ্গত, গত কয়েক মাস ধরে বিষয়টি নিয়ে বিভিন্ন মহলে আলোচনা চলছিল। <box>254 1031 474 1090</box>
article-paragraph: বিশ্লেষকরা বলছেন, এ ধরনের উদ্যোগ বাস্তবায়নে সংশ্লিষ্ট সব প্রতিষ্ঠানের মধ্যে সমন্বয় জরুরি। পাশাপাশি স্বচ্ছতা ও জবাবদিহিতা নিশ্চিত করতে হবে। অন্যথায় কাঙ্ক্ষিত ফল পাওয়া কঠিন হবে বলে মনে করছেন তারা। <box>254 1168 474 1215</box>
article <box>963 486 1182 567</box>
article-paragraph: এদিকে সাধারণ মানুষের মধ্যে বিষয়টি নিয়ে ব্যাপক আগ্রহ দেখা গেছে। অনেকেই বলছেন, দ্রুত সময়ের মধ্যে কার্যকর পদক্ষেপ নেওয়া না হলে পরিস্থিতি আরও জটিল হতে পারে। তবে কর্তৃপক্ষ বলছে, উদ্বেগের কোনো কারণ নেই; পরিস্থিতি সম্পূর্ণ নিয়ন্ত্রণে রয়েছে। <box>18 387 238 446</box>
article-paragraph: গতকাল সোমবার সচিবালয়ে সাংবাদিকদের সঙ্গে আলাপকালে সংশ্লিষ্ট কর্মকর্তারা এসব কথা জানান। তিনি বলেন, সরকারের পক্ষ থেকে প্রয়োজনীয় সব ধরনের উদ্যোগ ইতোমধ্যে নেওয়া হয়েছে এবং সংশ্লিষ্টদের প্রয়োজনীয় নির্দেশনাও দেওয়া হয়েছে। এ বিষয়ে সংশ্লিষ্ট সব পক্ষের সঙ্গে আলোচনা করে দ্রুত সিদ্ধান্ত নেওয়া হবে বলে জানানো হয়। <box>254 879 474 950</box>
article-title: টেকনাফে ১ লাখ ২০ হাজার পিস ইয়াবা ও ৫০ লিটার মদসহ আটক ২ <box>962 1183 1182 1216</box>
article-paragraph: বিশ্লেষকরা বলছেন, এ ধরনের উদ্যোগ বাস্তবায়নে সংশ্লিষ্ট সব প্রতিষ্ঠানের মধ্যে সমন্বয় জরুরি। পাশাপাশি স্বচ্ছতা ও জবাবদিহিতা নিশ্চিত করতে হবে। অন্যথায় কাঙ্ক্ষিত ফল পাওয়া কঠিন হবে বলে মনে করছেন তারা। <box>490 891 710 938</box>
article-paragraph: এদিকে সাধারণ মানুষের মধ্যে বিষয়টি নিয়ে ব্যাপক আগ্রহ দেখা গেছে। অনেকেই বলছেন, দ্রুত সময়ের মধ্যে কার্যকর পদক্ষেপ নেওয়া না হলে পরিস্থিতি আরও জটিল হতে পারে। তবে কর্তৃপক্ষ বলছে, উদ্বেগের কোনো কারণ নেই; পরিস্থিতি সম্পূর্ণ নিয়ন্ত্রণে রয়েছে। <box>490 827 710 886</box>
article-paragraph: স্থানীয় প্রশাসন জানিয়েছে, ঘটনার তদন্তে ইতোমধ্যে একটি কমিটি গঠন করা হয়েছে। তদন্ত প্রতিবেদন পাওয়ার পর দোষীদের বিরুদ্ধে আইনানুগ ব্যবস্থা নেওয়া হবে বলে জানানো হয়েছে। প্রসঙ্গত, গত কয়েক মাস ধরে বিষয়টি নিয়ে বিভিন্ন মহলে আলোচনা চলছিল। <box>18 525 238 584</box>
article-title: ভোক্তার খাদ্য নিরাপত্তার পাশাপাশি <box>509 1103 691 1119</box>
article <box>490 208 709 405</box>
article-paragraph: সূত্র জানায়, বিষয়টি নিয়ে মন্ত্রণালয়ের ঊর্ধ্বতন কর্মকর্তাদের মধ্যে দফায় দফায় বৈঠক হয়েছে। সংশ্লিষ্টরা বলছেন, পরিস্থিতি স্বাভাবিক রাখতে প্রশাসনের পক্ষ থেকে সর্বোচ্চ সতর্কতা অবলম্বন করা হচ্ছে। এদিকে বিশেষজ্ঞরা মনে করছেন, দীর্ঘমেয়াদি পরিকল্পনা ছাড়া এ সমস্যার স্থায়ী সমাধান সম্ভব নয়। <box>254 1296 474 1367</box>
article <box>727 998 946 1423</box>
article-paragraph: গাজায় হামলা আরও জোরদার করার পরিকল্পনা অনুমোদন করেছে ইসরায়েলের নিরাপত্তা মন্ত্রিসভা। একই সঙ্গে অবরুদ্ধ উপত্যকায় ত্রাণ বিতরণের নতুন পরিকল্পনাও করছে নেতানিয়াহু প্রশাসন। <box>962 635 1183 682</box>
article-paragraph: গতকাল সোমবার সচিবালয়ে সাংবাদিকদের সঙ্গে আলাপকালে সংশ্লিষ্ট কর্মকর্তারা এসব কথা জানান। তিনি বলেন, সরকারের পক্ষ থেকে প্রয়োজনীয় সব ধরনের উদ্যোগ ইতোমধ্যে নেওয়া হয়েছে এবং সংশ্লিষ্টদের প্রয়োজনীয় নির্দেশনাও দেওয়া হয়েছে। এ বিষয়ে সংশ্লিষ্ট সব পক্ষের সঙ্গে আলোচনা করে দ্রুত সিদ্ধান্ত নেওয়া হবে বলে জানানো হয়। <box>490 1168 710 1239</box>
article-continued-label: — প্রথম পৃষ্ঠার পর — <box>963 512 1182 526</box>
article-paragraph: গতকাল সোমবার সচিবালয়ে বাংলাদেশ সফররত ইতালির স্বরাষ্ট্রমন্ত্রীর সঙ্গে বৈঠক শেষে সাংবাদিকদের এসব কথা জানান স্বরাষ্ট্র উপদেষ্টা। তিনি বলেন, বৈধপথে কর্মী পাঠানোর বিষয়ে দুই দেশ একসঙ্গে কাজ করতে সম্মত হয়েছে। <box>18 131 238 178</box>
article-paragraph: এদিকে সাধারণ মানুষের মধ্যে বিষয়টি নিয়ে ব্যাপক আগ্রহ দেখা গেছে। অনেকেই বলছেন, দ্রুত সময়ের মধ্যে কার্যকর পদক্ষেপ নেওয়া না হলে পরিস্থিতি আরও জটিল হতে পারে। তবে কর্তৃপক্ষ বলছে, উদ্বেগের কোনো কারণ নেই; পরিস্থিতি সম্পূর্ণ নিয়ন্ত্রণে রয়েছে। <box>962 1291 1183 1350</box>
article-title: খালেদা জিয়ার অপেক্ষায় ‘ফিরোজা’ <box>505 417 695 433</box>
article <box>254 196 473 673</box>
article-paragraph: সংশ্লিষ্ট সূত্রে জানা গেছে, আগামী সপ্তাহে এ বিষয়ে চূড়ান্ত ঘোষণা আসতে পারে। এর আগে গত সপ্তাহে অনুষ্ঠিত বৈঠকে বিষয়টি নিয়ে বিস্তারিত আলোচনা হয়। বৈঠকে উপস্থিত একাধিক কর্মকর্তা জানান, সব পক্ষের মতামতের ভিত্তিতেই পরবর্তী পদক্ষেপ নেওয়া হবে। <box>490 763 710 822</box>
article-paragraph: টেন্ডার বিজ্ঞপ্তির কাটিং হাতে নিয়ে সংশ্লিষ্ট কর্মকর্তার কাছে ব্যাখ্যা দাবি করেন তিনি। অনিয়মের প্রমাণ পেলে ব্যবস্থা নেওয়ার আশ্বাস দেওয়া হয়। <box>490 253 710 288</box>
